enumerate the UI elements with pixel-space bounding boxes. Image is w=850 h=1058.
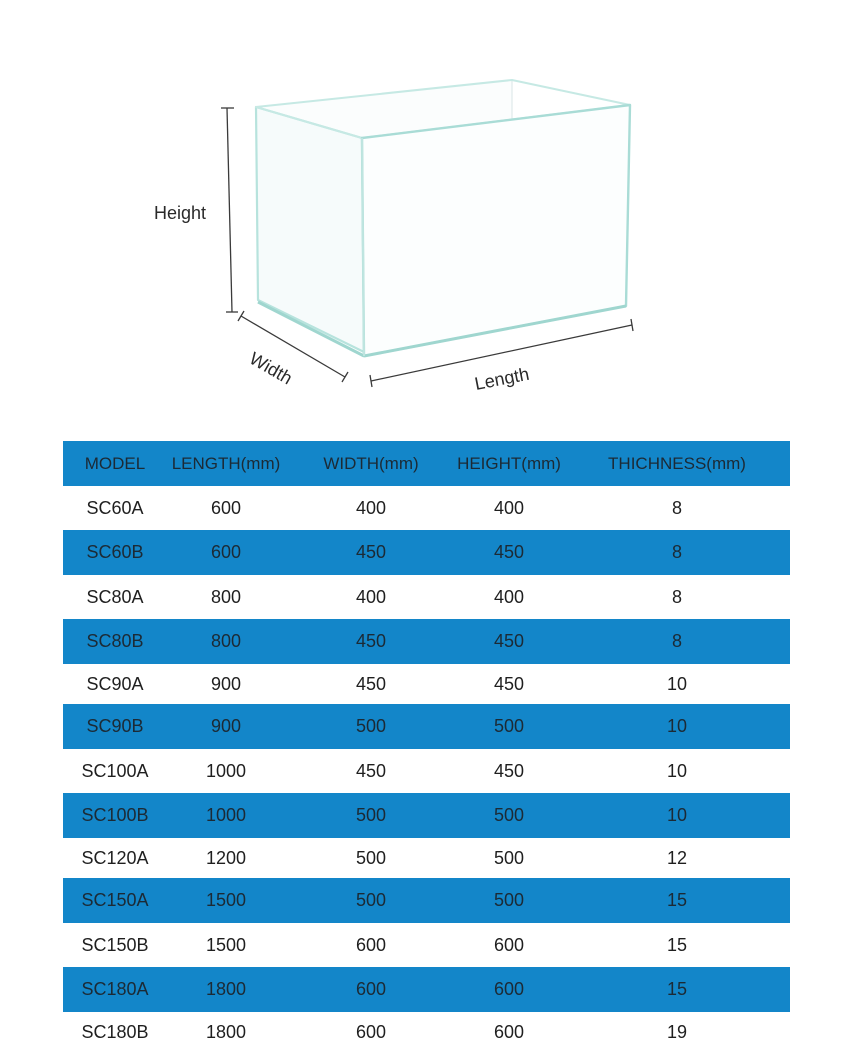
length-cell: 600	[210, 497, 242, 518]
table-row	[63, 575, 790, 619]
thickness-cell: 8	[671, 631, 682, 651]
height-cell: 450	[493, 542, 525, 562]
length-cell: 1800	[205, 1021, 247, 1042]
table-row	[63, 749, 790, 793]
table-row	[63, 1012, 790, 1052]
model-cell: SC100A	[81, 760, 149, 781]
width-cell: 400	[355, 497, 387, 518]
width-cell: 600	[355, 979, 387, 999]
width-cell: 600	[355, 934, 387, 955]
thickness-cell: 8	[671, 497, 682, 518]
header-height: HEIGHT(mm)	[457, 453, 561, 473]
height-cell: 600	[493, 979, 525, 999]
header-length: LENGTH(mm)	[171, 453, 281, 473]
table-row	[63, 793, 790, 838]
width-cell: 450	[355, 673, 387, 694]
model-cell: SC150A	[81, 890, 149, 910]
width-cell: 450	[355, 760, 387, 781]
width-label: Width	[246, 348, 296, 389]
width-cell: 500	[355, 805, 387, 825]
table-header-row	[63, 441, 790, 486]
model-cell: SC100B	[81, 805, 149, 825]
table-row	[63, 530, 790, 575]
glass-tank	[256, 80, 630, 356]
height-cell: 450	[493, 760, 525, 781]
height-cell: 400	[493, 586, 525, 607]
thickness-cell: 15	[666, 890, 688, 910]
thickness-cell: 19	[666, 1021, 688, 1042]
height-cell: 500	[493, 716, 525, 736]
length-cell: 900	[210, 716, 242, 736]
model-cell: SC80B	[86, 631, 144, 651]
model-cell: SC150B	[81, 934, 149, 955]
width-cell: 450	[355, 631, 387, 651]
tank-front-panel	[362, 105, 630, 356]
model-cell: SC180B	[81, 1021, 149, 1042]
model-cell: SC80A	[86, 586, 144, 607]
table-row	[63, 619, 790, 664]
length-cell: 800	[210, 631, 242, 651]
length-cell: 1500	[205, 890, 247, 910]
thickness-cell: 10	[666, 673, 688, 694]
thickness-cell: 15	[666, 979, 688, 999]
height-cell: 600	[493, 1021, 525, 1042]
height-label: Height	[154, 203, 207, 223]
thickness-cell: 8	[671, 542, 682, 562]
width-cell: 500	[355, 890, 387, 910]
table-row	[63, 923, 790, 967]
height-cell: 600	[493, 934, 525, 955]
thickness-cell: 8	[671, 586, 682, 607]
thickness-cell: 10	[666, 760, 688, 781]
length-cell: 900	[210, 673, 242, 694]
table-row	[63, 486, 790, 530]
length-cell: 1000	[205, 760, 247, 781]
height-cell: 500	[493, 847, 525, 868]
table-row	[63, 838, 790, 878]
length-cell: 1800	[205, 979, 247, 999]
model-cell: SC120A	[81, 847, 149, 868]
model-cell: SC90A	[86, 673, 144, 694]
aquarium-dimension-diagram	[0, 0, 850, 430]
length-cell: 1500	[205, 934, 247, 955]
width-cell: 400	[355, 586, 387, 607]
thickness-cell: 10	[666, 716, 688, 736]
header-width: WIDTH(mm)	[323, 453, 419, 473]
model-cell: SC60B	[86, 542, 144, 562]
width-cell: 500	[355, 716, 387, 736]
height-cell: 450	[493, 673, 525, 694]
width-cell: 500	[355, 847, 387, 868]
length-cell: 1000	[205, 805, 247, 825]
width-cell: 450	[355, 542, 387, 562]
height-dimension-line	[221, 108, 238, 312]
thickness-cell: 12	[666, 847, 688, 868]
width-cell: 600	[355, 1021, 387, 1042]
table-row	[63, 704, 790, 749]
height-cell: 500	[493, 890, 525, 910]
table-row	[63, 664, 790, 704]
tank-left-panel	[256, 107, 364, 352]
height-cell: 500	[493, 805, 525, 825]
length-label: Length	[472, 363, 531, 394]
length-cell: 1200	[205, 847, 247, 868]
spec-table	[63, 441, 790, 1052]
thickness-cell: 15	[666, 934, 688, 955]
model-cell: SC60A	[86, 497, 144, 518]
height-cell: 400	[493, 497, 525, 518]
thickness-cell: 10	[666, 805, 688, 825]
length-cell: 800	[210, 586, 242, 607]
header-model: MODEL	[84, 453, 146, 473]
table-row	[63, 878, 790, 923]
model-cell: SC90B	[86, 716, 144, 736]
table-row	[63, 967, 790, 1012]
length-cell: 600	[210, 542, 242, 562]
header-thickness: THICHNESS(mm)	[608, 453, 746, 473]
model-cell: SC180A	[81, 979, 149, 999]
height-cell: 450	[493, 631, 525, 651]
